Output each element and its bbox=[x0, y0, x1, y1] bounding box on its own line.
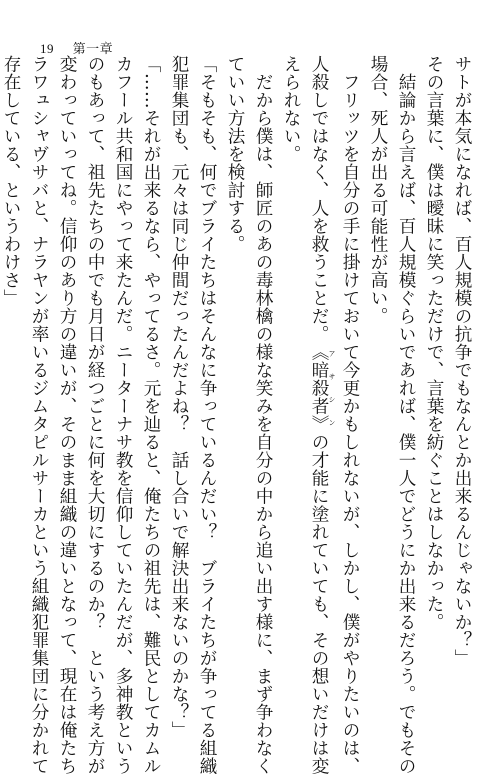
text-line: 「……それが出来るなら、やってるさ。元を辿ると、俺たちの祖先は、難民としてカムル bbox=[141, 55, 161, 775]
text-line: 変わっていってね。信仰のあり方の違いが、そのまま組織の違いとなって、現在は俺たち bbox=[57, 55, 77, 775]
text-line: サトが本気になれば、百人規模の抗争でもなんとか出来るんじゃないか？」 bbox=[452, 55, 472, 667]
text-line: のもあって、祖先たちの中でも月日が経つごとに何を大切にするのか？ という考え方が bbox=[85, 55, 105, 775]
text-line: ラワュシャヴサバと、ナラヤンが率いるジムタピルサーカという組織犯罪集団に分かれて bbox=[29, 55, 49, 775]
ruby-annotation bbox=[309, 343, 336, 433]
ruby-reading: アサシン bbox=[328, 343, 336, 433]
text-line: 「そもそも、何でブライたちはそんなに争っているんだい？ ブライたちが争ってる組織 bbox=[197, 55, 217, 775]
chapter-title: 第一章 bbox=[72, 42, 114, 57]
text-line: フリッツを自分の手に掛けておいて今更かもしれないが、しかし、僕がやりたいのは、 bbox=[340, 72, 360, 775]
page-number: 19 bbox=[40, 41, 54, 56]
text-line: カフール共和国にやって来たんだ。ニーターナサ教を信仰していたんだが、多神教という bbox=[113, 55, 133, 775]
text-line: 結論から言えば、百人規模ぐらいであれば、僕一人でどうにか出来るだろう。でもその bbox=[396, 72, 416, 775]
text-line: だから僕は、師匠のあの毒林檎の様な笑みを自分の中から追い出す様に、まず争わなく bbox=[253, 72, 273, 775]
text-line: えられない。 bbox=[281, 55, 301, 163]
text-line: 存在している、というわけさ」 bbox=[1, 55, 21, 307]
text-line: ていい方法を検討する。 bbox=[225, 55, 245, 253]
ruby-base: 《暗殺者》 bbox=[309, 343, 329, 433]
body-text bbox=[1, 55, 476, 775]
text-segment: の才能に塗れていても、その想いだけは変 bbox=[309, 433, 329, 775]
text-line: その言葉に、僕は曖昧に笑っただけで、言葉を紡ぐことはしなかった。 bbox=[424, 55, 444, 631]
text-line: 場合、死人が出る可能性が高い。 bbox=[368, 55, 388, 325]
text-line: 犯罪集団も、元々は同じ仲間だったんだよね？ 話し合いで解決出来ないのかな？」 bbox=[169, 55, 189, 739]
text-line bbox=[305, 55, 336, 775]
text-segment: 人殺しではなく、人を救うことだ。 bbox=[309, 55, 329, 343]
